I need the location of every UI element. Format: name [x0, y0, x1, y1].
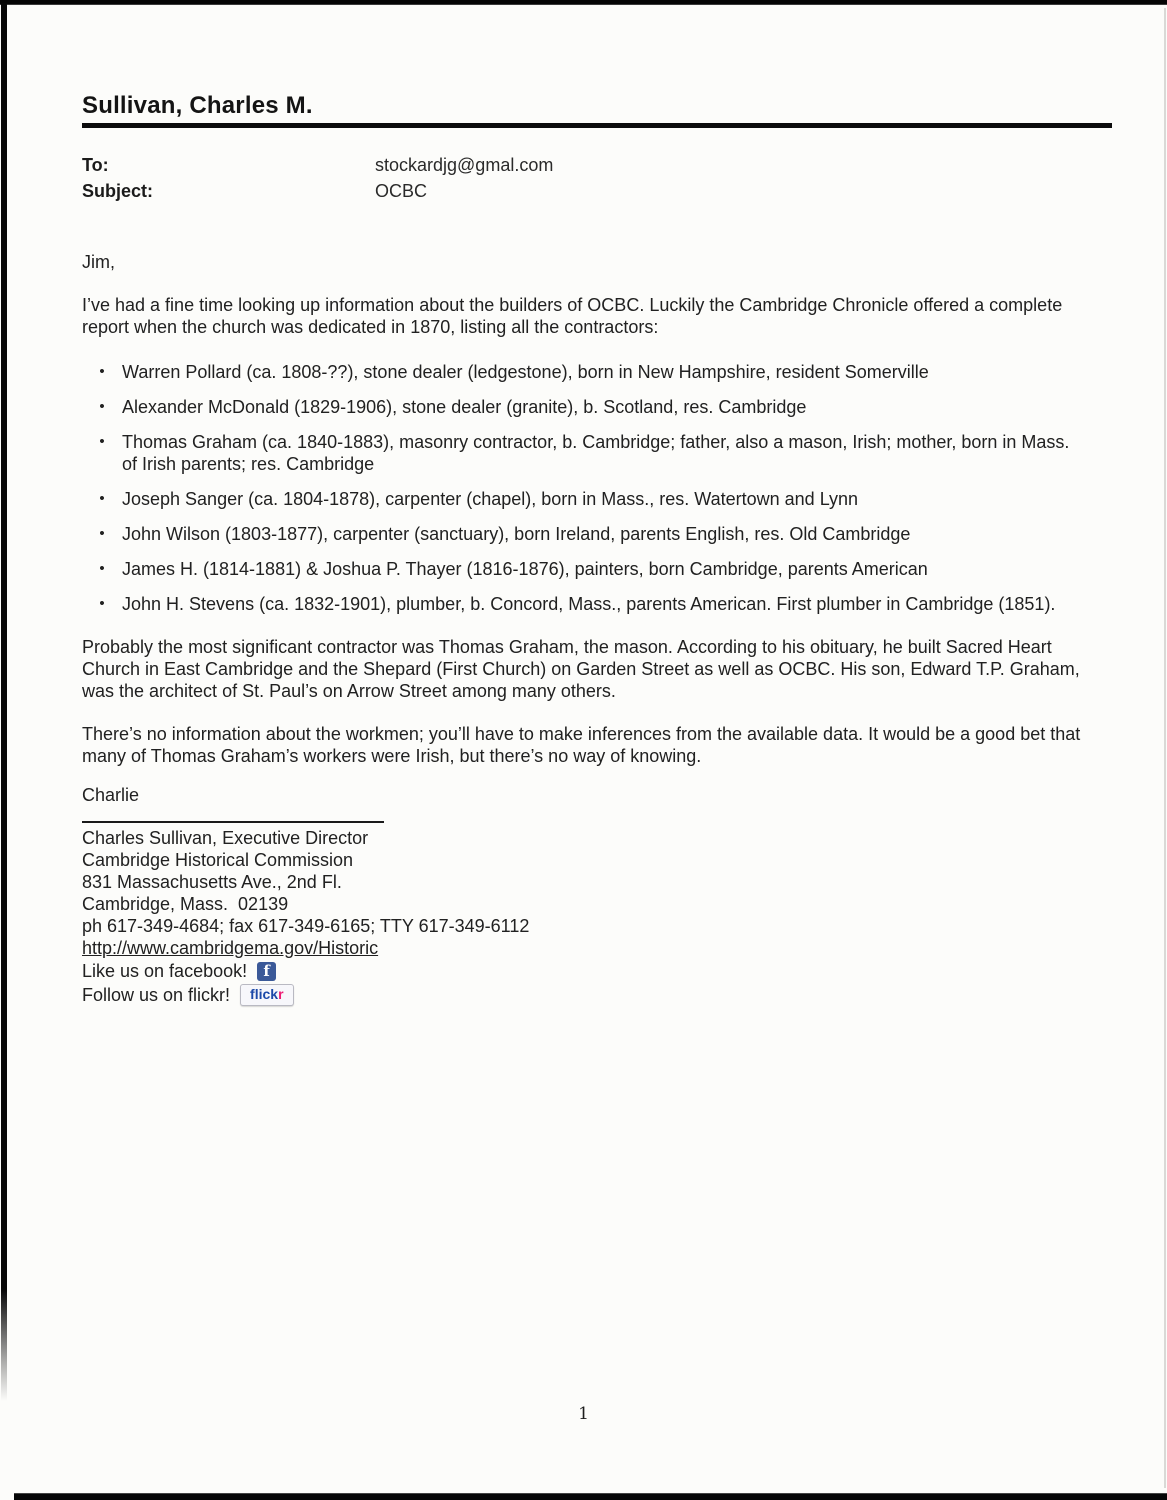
list-item-text: Alexander McDonald (1829-1906), stone dealer (granite), b. Scotland, res. Cambridge — [122, 397, 807, 417]
facebook-icon[interactable]: f — [257, 962, 276, 981]
bullet-icon: • — [99, 595, 105, 612]
bullet-icon: • — [99, 433, 105, 450]
website-link[interactable]: http://www.cambridgema.gov/Historic — [82, 938, 379, 958]
subject-value: OCBC — [375, 181, 428, 201]
signature-line: Cambridge, Mass. 02139 — [82, 894, 289, 914]
contractor-list — [82, 361, 1112, 615]
closing-name: Charlie — [82, 785, 140, 805]
flickr-icon[interactable] — [240, 984, 293, 1006]
list-item — [82, 431, 1112, 475]
list-item-text: Thomas Graham (ca. 1840-1883), masonry contractor, b. Cambridge; father, also a mason, Irish; mother, born in Mass. of Irish parents; res. Cambridge — [122, 432, 1070, 474]
bullet-icon: • — [99, 490, 105, 507]
signature-line: Cambridge Historical Commission — [82, 850, 354, 870]
flickr-badge-pink-text: r — [278, 986, 284, 1002]
list-item — [82, 396, 1112, 418]
flickr-cta-text: Follow us on flickr! — [82, 985, 231, 1005]
list-item-text: James H. (1814-1881) & Joshua P. Thayer (1816-1876), painters, born Cambridge, parents American — [122, 559, 928, 579]
list-item — [82, 523, 1112, 545]
list-item-text: Joseph Sanger (ca. 1804-1878), carpenter (chapel), born in Mass., res. Watertown and Lynn — [122, 489, 859, 509]
bullet-icon: • — [99, 525, 105, 542]
signature-line: Charles Sullivan, Executive Director — [82, 828, 369, 848]
workmen-paragraph: There’s no information about the workmen; you’ll have to make inferences from the available data. It would be a good bet that many of Thomas Graham’s workers were Irish, but there’s no way of knowing. — [82, 724, 1081, 766]
signature-line: ph 617-349-4684; fax 617-349-6165; TTY 617-349-6112 — [82, 916, 530, 936]
to-value: stockardjg@gmal.com — [375, 155, 554, 175]
subject-label: Subject: — [82, 181, 154, 201]
header-rule — [82, 123, 1112, 128]
scan-artifact-bottom-edge — [14, 1492, 1167, 1500]
email-meta — [82, 152, 1112, 204]
to-label: To: — [82, 155, 109, 175]
signature-block — [82, 821, 1112, 1007]
bullet-icon: • — [99, 363, 105, 380]
bullet-icon: • — [99, 560, 105, 577]
intro-paragraph: I’ve had a fine time looking up information about the builders of OCBC. Luckily the Cambridge Chronicle offered a complete report when the church was dedicated in 1870, listing all the contractors: — [82, 295, 1063, 337]
list-item — [82, 488, 1112, 510]
bullet-icon: • — [99, 398, 105, 415]
list-item — [82, 558, 1112, 580]
flickr-badge-blue-text: flick — [250, 986, 279, 1002]
scan-artifact-right-edge — [1164, 8, 1166, 1488]
facebook-cta-text: Like us on facebook! — [82, 961, 248, 981]
graham-paragraph: Probably the most significant contractor was Thomas Graham, the mason. According to his obituary, he built Sacred Heart Church in East Cambridge and the Shepard (First Church) on Garden Street as well as OCBC. His son, Edward T.P. Graham, was the architect of St. Paul’s on Arrow Street among many others. — [82, 637, 1080, 701]
facebook-line — [82, 959, 1112, 983]
meta-subject-row — [82, 178, 1112, 204]
list-item-text: John Wilson (1803-1877), carpenter (sanctuary), born Ireland, parents English, res. Old Cambridge — [122, 524, 911, 544]
greeting: Jim, — [82, 252, 115, 272]
list-item — [82, 593, 1112, 615]
email-content — [82, 0, 1112, 1007]
list-item-text: Warren Pollard (ca. 1808-??), stone dealer (ledgestone), born in New Hampshire, resident Somerville — [122, 362, 929, 382]
page-number: 1 — [578, 1404, 589, 1424]
signature-line: 831 Massachusetts Ave., 2nd Fl. — [82, 872, 342, 892]
list-item — [82, 361, 1112, 383]
list-item-text: John H. Stevens (ca. 1832-1901), plumber, b. Concord, Mass., parents American. First plumber in Cambridge (1851). — [122, 594, 1056, 614]
scan-artifact-left-edge — [1, 3, 7, 1401]
flickr-line — [82, 983, 1112, 1007]
meta-to-row — [82, 152, 1112, 178]
signature-divider — [82, 821, 384, 823]
sender-name-title: Sullivan, Charles M. — [82, 92, 313, 119]
